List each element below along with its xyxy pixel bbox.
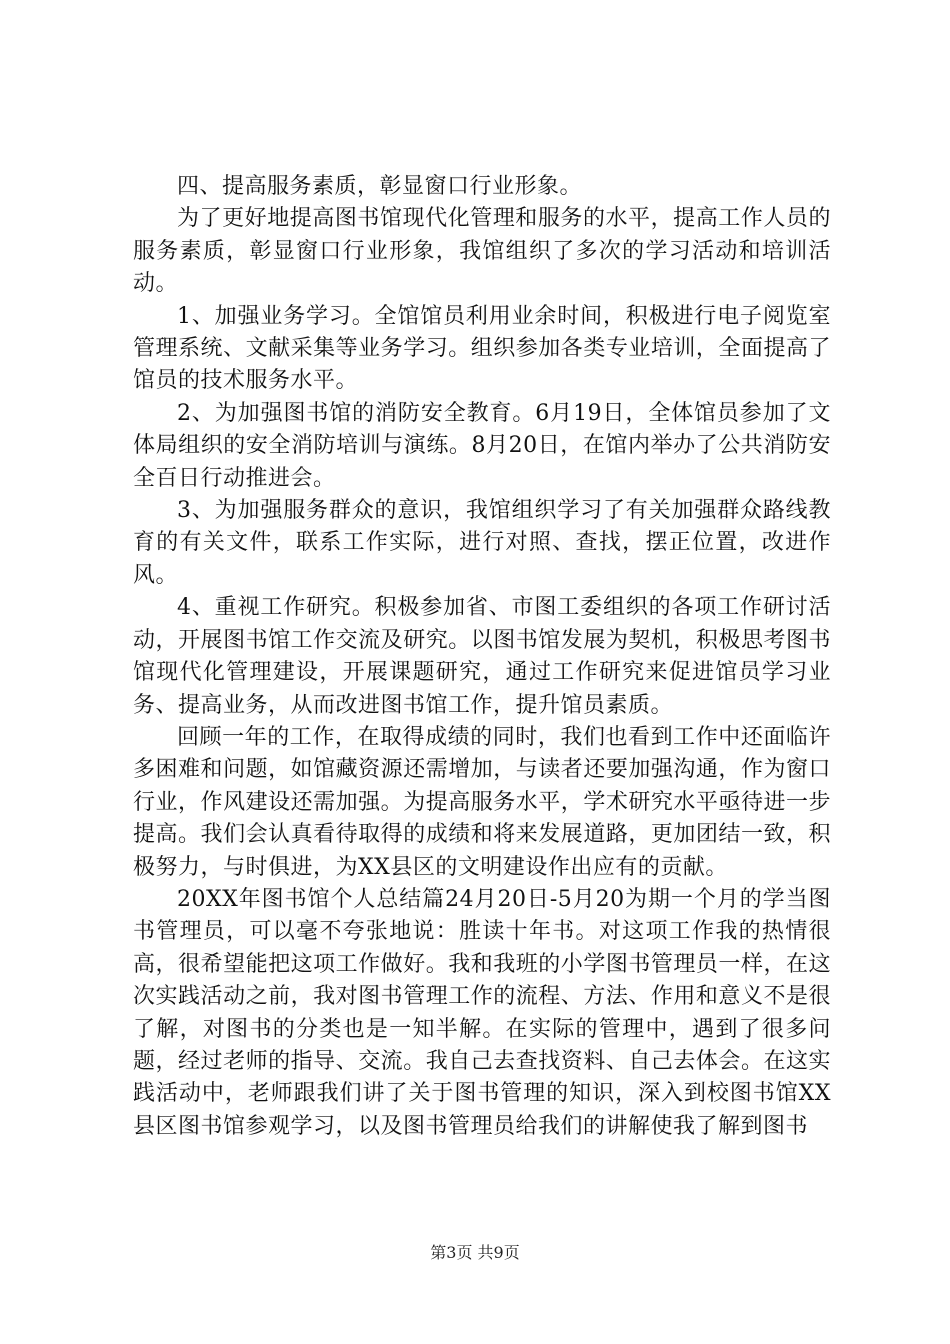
paragraph-item-3: 3、为加强服务群众的意识，我馆组织学习了有关加强群众路线教育的有关文件，联系工作实际，进行对照、查找，摆正位置，改进作风。 — [133, 498, 831, 588]
paragraph-item-2: 2、为加强图书馆的消防安全教育。6月19日，全体馆员参加了文体局组织的安全消防培训与演练。8月20日，在馆内举办了公共消防安全百日行动推进会。 — [133, 400, 831, 491]
page-number-footer: 第3页 共9页 — [430, 1243, 520, 1262]
paragraph-review: 回顾一年的工作，在取得成绩的同时，我们也看到工作中还面临许多困难和问题，如馆藏资源还需增加，与读者还要加强沟通，作为窗口行业，作风建设还需加强。为提高服务水平，学术研究水平亟待进一步提高。我们会认真看待取得的成绩和将来发展道路，更加团结一致，积极努力，与时俱进，为XX县区的文明建设作出应有的贡献。 — [133, 724, 831, 880]
paragraph-item-4: 4、重视工作研究。积极参加省、市图工委组织的各项工作研讨活动，开展图书馆工作交流及研究。以图书馆发展为契机，积极思考图书馆现代化管理建设，开展课题研究，通过工作研究来促进馆员学习业务、提高业务，从而改进图书馆工作，提升馆员素质。 — [133, 595, 831, 718]
section-heading: 四、提高服务素质，彰显窗口行业形象。 — [177, 174, 583, 199]
paragraph-item-1: 1、加强业务学习。全馆馆员利用业余时间，积极进行电子阅览室管理系统、文献采集等业务学习。组织参加各类专业培训，全面提高了馆员的技术服务水平。 — [133, 303, 831, 394]
paragraph-intro: 为了更好地提高图书馆现代化管理和服务的水平，提高工作人员的服务素质，彰显窗口行业形象，我馆组织了多次的学习活动和培训活动。 — [133, 206, 831, 297]
document-body — [133, 171, 831, 1143]
paragraph-summary-2: 20XX年图书馆个人总结篇24月20日-5月20为期一个月的学当图书管理员，可以毫不夸张地说：胜读十年书。对这项工作我的热情很高，很希望能把这项工作做好。我和我班的小学图书管理员一样，在这次实践活动之前，我对图书管理工作的流程、方法、作用和意义不是很了解，对图书的分类也是一知半解。在实际的管理中，遇到了很多问题，经过老师的指导、交流。我自己去查找资料、自己去体会。在这实践活动中，老师跟我们讲了关于图书管理的知识，深入到校图书馆XX县区图书馆参观学习，以及图书管理员给我们的讲解使我了解到图书 — [133, 886, 831, 1139]
